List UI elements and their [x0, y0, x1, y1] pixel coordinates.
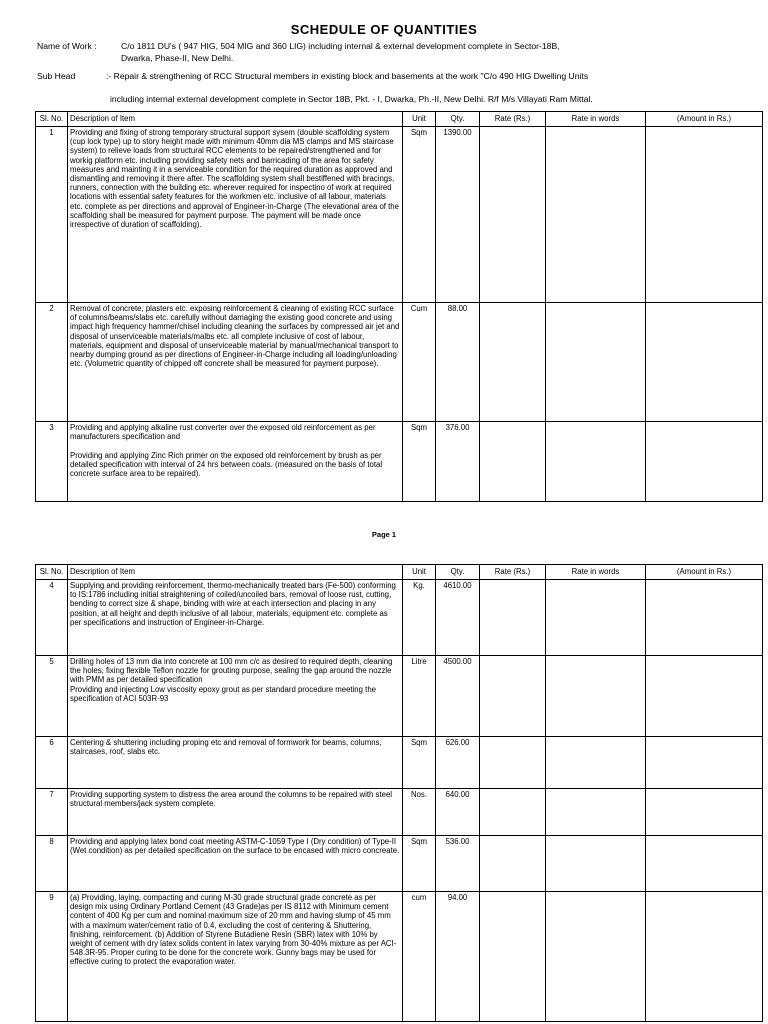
unit-cell: Sqm: [403, 422, 436, 502]
sl-no-cell: 5: [36, 656, 68, 737]
col-sl-no: Sl. No.: [36, 112, 68, 127]
amount-input-cell[interactable]: [646, 789, 763, 836]
qty-cell: 4500.00: [436, 656, 480, 737]
description-cell: (a) Providing, laying, compacting and curing M-30 grade structural grade concrete as per design mix using Ordinary Portland Cement (43 Grade)as per IS 8112 with Minimum cement content of 400 Kg per cum and nominal maximum size of 20 mm and having slump of 45 mm with a maximum water/cement ratio of 0.4, excluding the cost of centering & Shuttering, finishing, reinforcement. (b) Addition of Styrene Butadiene Resin (SBR) latex with 10% by weight of cement with dry latex solids content in latex varying from 30-40% mixture as per ACI-548.3R-95. Proper curing to be done for the concrete work. Gunny bags may be used for effective curing to protect the evaporation water.: [68, 892, 403, 1022]
amount-input-cell[interactable]: [646, 737, 763, 789]
document-title: SCHEDULE OF QUANTITIES: [290, 22, 478, 37]
rate-input-cell[interactable]: [480, 892, 546, 1022]
rate-input-cell[interactable]: [480, 127, 546, 303]
rate-input-cell[interactable]: [480, 580, 546, 656]
col-sl-no: Sl. No.: [36, 565, 68, 580]
rate-in-words-input-cell[interactable]: [546, 789, 646, 836]
rate-input-cell[interactable]: [480, 737, 546, 789]
col-qty: Qty.: [436, 565, 480, 580]
sl-no-cell: 6: [36, 737, 68, 789]
description-cell: Centering & shuttering including proping etc and removal of formwork for beams, columns, staircases, roof, slabs etc.: [68, 737, 403, 789]
qty-cell: 4610.00: [436, 580, 480, 656]
qty-cell: 626.00: [436, 737, 480, 789]
header-row: [36, 112, 763, 127]
sl-no-cell: 3: [36, 422, 68, 502]
unit-cell: Kg.: [403, 580, 436, 656]
sl-no-cell: 7: [36, 789, 68, 836]
sl-no-cell: 8: [36, 836, 68, 892]
name-of-work-text: C/o 1811 DU's ( 947 HIG, 504 MIG and 360 LIG) including internal & external development complete in Sector-18B, Dwarka, Phase-II, New Delhi.: [121, 41, 560, 63]
unit-cell: cum: [403, 892, 436, 1022]
description-cell: Providing and applying latex bond coat meeting ASTM-C-1059 Type I (Dry condition) of Type-II (Wet condition) as per detailed specification on the surface to be encased with micro concreate.: [68, 836, 403, 892]
unit-cell: Sqm: [403, 737, 436, 789]
table-row: [36, 892, 763, 1022]
amount-input-cell[interactable]: [646, 127, 763, 303]
description-cell: Supplying and providing reinforcement, thermo-mechanically treated bars (Fe-500) conforming to IS:1786 including initial straightening of coiled/uncoiled bars, removal of loose rust, cutting, bending to correct size & shape, binding with wire at each intersection and placing in any position, at all height and depth inclusive of all labour, materials, equipment etc. complete as per specifications and instruction of Engineer-in-Charge.: [68, 580, 403, 656]
qty-cell: 1390.00: [436, 127, 480, 303]
col-amount: (Amount in Rs.): [646, 565, 763, 580]
amount-input-cell[interactable]: [646, 836, 763, 892]
unit-cell: Sqm: [403, 127, 436, 303]
table-row: [36, 127, 763, 303]
amount-input-cell[interactable]: [646, 656, 763, 737]
table-row: [36, 303, 763, 422]
header-row: [36, 565, 763, 580]
table-row: [36, 422, 763, 502]
rate-input-cell[interactable]: [480, 422, 546, 502]
table-row: [36, 737, 763, 789]
sl-no-cell: 2: [36, 303, 68, 422]
table-row: [36, 656, 763, 737]
rate-input-cell[interactable]: [480, 656, 546, 737]
description-cell: Providing and fixing of strong temporary structural support sysem (double scaffolding system (cup lock type) up to story height made with minimum 40mm dia MS clamps and MS staircase system) to relieve loads from structural RCC elements to be repaired/strengthened and for workig platform etc. including providing safety nets and barricading of the area for safety measures and mainting it in a serviceable condition for the required duration as approved and dismantling and removing it there after. The scaffolding system shall bestiffened with bracings, runners, connection with the building etc. wherever required for inspectino of work at required locations with essential safety features for the workmen etc. inclusive of all labour, materials etc. complete as per directions and approval of Engineer-in-Charge (The elevational area of the scaffolding shall be measured for payment purpose. The payment will be made once irrespective of duration of scaffolding).: [68, 127, 403, 303]
description-cell: Providing supporting system to distress the area around the columns to be repaired with steel structural members/jack system complete.: [68, 789, 403, 836]
table-row: [36, 580, 763, 656]
sub-head-label: Sub Head: [37, 71, 76, 81]
amount-input-cell[interactable]: [646, 303, 763, 422]
unit-cell: Sqm: [403, 836, 436, 892]
col-description: Description of Item: [68, 565, 403, 580]
description-cell: Removal of concrete, plasters etc. exposing reinforcement & cleaning of existing RCC surface of columns/beams/slabs etc. carefully without damaging the existing good concrete and using impact high frequency hammer/chisel including cleaning the surfaces by compressed air jet and disposal of unserviceable materials/malbs etc. all complete inclusive of cost of labour, materials, equipment and disposal of unserviceable material by manual/mechanical transport to nearby dumping ground as per directions of Engineer-in-Charge including all loading/unloading etc. (Volumetric quantity of chipped off concrete shall be measured for payment purpose).: [68, 303, 403, 422]
rate-in-words-input-cell[interactable]: [546, 303, 646, 422]
amount-input-cell[interactable]: [646, 422, 763, 502]
rate-in-words-input-cell[interactable]: [546, 422, 646, 502]
col-description: Description of Item: [68, 112, 403, 127]
rate-in-words-input-cell[interactable]: [546, 892, 646, 1022]
sl-no-cell: 1: [36, 127, 68, 303]
rate-in-words-input-cell[interactable]: [546, 836, 646, 892]
qty-cell: 376.00: [436, 422, 480, 502]
rate-in-words-input-cell[interactable]: [546, 656, 646, 737]
sl-no-cell: 4: [36, 580, 68, 656]
rate-in-words-input-cell[interactable]: [546, 127, 646, 303]
sub-head-text-2: including internal external development complete in Sector 18B, Pkt. - I, Dwarka, Ph.-II, New Delhi. R/f M/s Villayati Ram Mittal.: [110, 94, 593, 104]
rate-input-cell[interactable]: [480, 789, 546, 836]
page-number: Page 1: [371, 530, 397, 539]
rate-input-cell[interactable]: [480, 303, 546, 422]
description-cell: Drilling holes of 13 mm dia into concrete at 100 mm c/c as desired to required depth, cleaning the holes, fixing flexible Teflon nozzle for grouting purpose, sealing the gap around the nozzle with PMM as per detailed specification Providing and injecting Low viscosity epoxy grout as per standard procedure meeting the specification of ACI 503R-93: [68, 656, 403, 737]
rate-in-words-input-cell[interactable]: [546, 737, 646, 789]
qty-cell: 536.00: [436, 836, 480, 892]
description-cell: Providing and applying alkaline rust converter over the exposed old reinforcement as per manufacturers specification and Providing and applying Zinc Rich primer on the exposed old reinforcement by brush as per detailed specification with interval of 24 hrs between coats. (measured on the basis of total concrete surface area to be repaired).: [68, 422, 403, 502]
qty-cell: 640.00: [436, 789, 480, 836]
sub-head-text: :- Repair & strengthening of RCC Structural members in existing block and basements at the work "C/o 490 HIG Dwelling Units: [106, 71, 589, 81]
qty-cell: 94.00: [436, 892, 480, 1022]
col-unit: Unit: [403, 112, 436, 127]
col-rate: Rate (Rs.): [480, 112, 546, 127]
quantities-table-page-1: [35, 111, 763, 502]
col-rate-in-words: Rate in words: [546, 565, 646, 580]
qty-cell: 88.00: [436, 303, 480, 422]
col-amount: (Amount in Rs.): [646, 112, 763, 127]
unit-cell: Nos.: [403, 789, 436, 836]
amount-input-cell[interactable]: [646, 580, 763, 656]
col-unit: Unit: [403, 565, 436, 580]
rate-in-words-input-cell[interactable]: [546, 580, 646, 656]
table-row: [36, 789, 763, 836]
unit-cell: Cum: [403, 303, 436, 422]
name-of-work: [37, 41, 762, 65]
col-qty: Qty.: [436, 112, 480, 127]
col-rate-in-words: Rate in words: [546, 112, 646, 127]
sub-head: [37, 71, 762, 83]
quantities-table-page-2: [35, 564, 763, 1022]
amount-input-cell[interactable]: [646, 892, 763, 1022]
table-row: [36, 836, 763, 892]
unit-cell: Litre: [403, 656, 436, 737]
col-rate: Rate (Rs.): [480, 565, 546, 580]
rate-input-cell[interactable]: [480, 836, 546, 892]
sl-no-cell: 9: [36, 892, 68, 1022]
name-of-work-label: Name of Work :: [37, 41, 97, 51]
sub-head-continued: [110, 94, 760, 106]
